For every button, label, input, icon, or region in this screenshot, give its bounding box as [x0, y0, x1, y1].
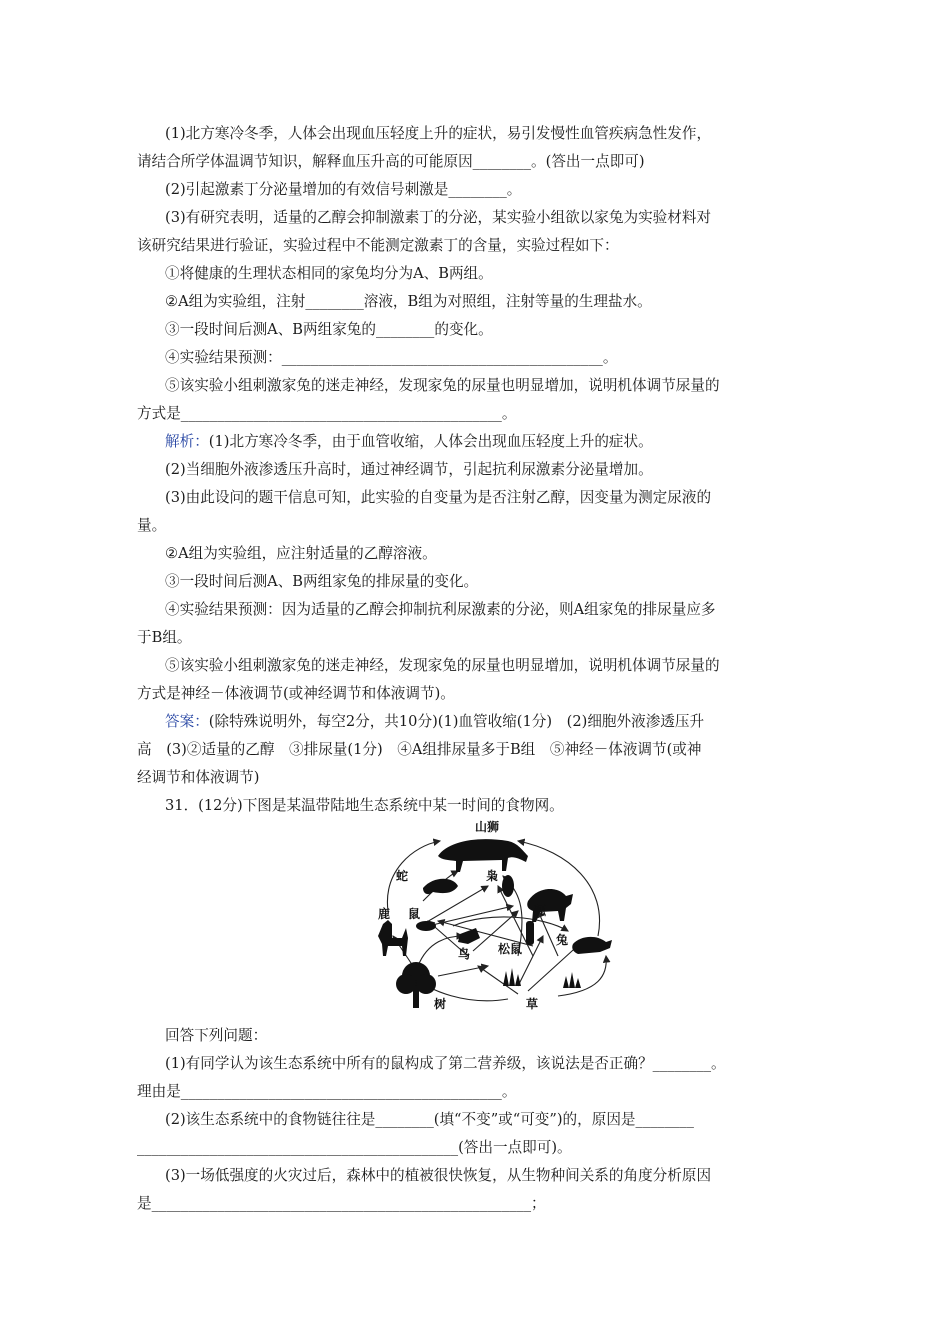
owl-icon: [502, 875, 514, 897]
mouse-icon: [416, 921, 436, 931]
q30-line-7: ②A组为实验组，注射________溶液，B组为对照组，注射等量的生理盐水。: [165, 293, 652, 310]
q30-line-1: (1)北方寒冷冬季，人体会出现血压轻度上升的症状，易引发慢性血管疾病急性发作，: [165, 125, 712, 142]
rabbit-icon: [572, 937, 612, 954]
snake-icon: [423, 879, 458, 894]
food-web-diagram: [368, 816, 620, 1014]
analysis-line-5: ②A组为实验组，应注射适量的乙醇溶液。: [165, 545, 437, 562]
label-rabbit: 兔: [556, 933, 569, 947]
label-snake: 蛇: [396, 869, 409, 883]
q31-line-3: 理由是____________________________________________。: [137, 1083, 517, 1100]
label-tree: 树: [434, 997, 447, 1011]
answer-line-3: 经调节和体液调节): [137, 769, 260, 786]
tree-icon: [396, 962, 436, 1008]
q30-line-8: ③一段时间后测A、B两组家兔的________的变化。: [165, 321, 493, 338]
squirrel-icon: [526, 921, 534, 945]
lion-icon: [438, 839, 528, 872]
q30-line-6: ①将健康的生理状态相同的家兔均分为A、B两组。: [165, 265, 493, 282]
analysis-line-2: (2)当细胞外液渗透压升高时，通过神经调节，引起抗利尿激素分泌量增加。: [165, 461, 653, 478]
analysis-label: 解析：: [165, 433, 209, 450]
answer-text-1: (除特殊说明外，每空2分，共10分)(1)血管收缩(1分) (2)细胞外液渗透压升: [208, 713, 705, 730]
analysis-line-10: 方式是神经－体液调节(或神经调节和体液调节)。: [137, 685, 455, 702]
q30-line-3: (2)引起激素丁分泌量增加的有效信号刺激是________。: [165, 181, 522, 198]
analysis-line-1: [165, 432, 653, 452]
deer-icon: [378, 920, 408, 956]
label-bird: 鸟: [458, 947, 471, 961]
answer-line-2: 高 (3)②适量的乙醇 ③排尿量(1分) ④A组排尿量多于B组 ⑤神经－体液调节(或神: [137, 741, 702, 758]
label-squirrel: 松鼠: [498, 942, 523, 956]
analysis-line-4: 量。: [137, 517, 167, 534]
analysis-line-8: 于B组。: [137, 629, 192, 646]
q31-line-5: ____________________________________________(答出一点即可)。: [137, 1139, 572, 1156]
q30-line-9: ④实验结果预测：____________________________________________。: [165, 349, 618, 366]
q30-line-10: ⑤该实验小组刺激家兔的迷走神经，发现家兔的尿量也明显增加，说明机体调节尿量的: [165, 377, 720, 394]
q31-line-2: (1)有同学认为该生态系统中所有的鼠构成了第二营养级，该说法是否正确？________。: [165, 1055, 726, 1072]
q30-line-5: 该研究结果进行验证，实验过程中不能测定激素丁的含量，实验过程如下：: [137, 237, 619, 254]
food-web-organisms: [378, 839, 612, 1008]
analysis-text-1: (1)北方寒冷冬季，由于血管收缩，人体会出现血压轻度上升的症状。: [208, 433, 653, 450]
analysis-line-9: ⑤该实验小组刺激家兔的迷走神经，发现家兔的尿量也明显增加，说明机体调节尿量的: [165, 657, 720, 674]
q31-line-4: (2)该生态系统中的食物链往往是________(填“不变”或“可变”)的，原因是________: [165, 1111, 694, 1128]
label-fox: 狐: [534, 904, 547, 918]
q31-line-6: (3)一场低强度的火灾过后，森林中的植被很快恢复，从生物种间关系的角度分析原因: [165, 1167, 712, 1184]
label-mouse: 鼠: [408, 907, 421, 921]
q31-line-7: 是____________________________________________________；: [137, 1195, 546, 1212]
analysis-line-3: (3)由此设问的题干信息可知，此实验的自变量为是否注射乙醇，因变量为测定尿液的: [165, 489, 712, 506]
answer-label: 答案：: [165, 713, 209, 730]
answer-line-1: [165, 712, 704, 732]
analysis-line-7: ④实验结果预测：因为适量的乙醇会抑制抗利尿激素的分泌，则A组家兔的排尿量应多: [165, 601, 716, 618]
q31-line-1: 回答下列问题：: [165, 1027, 268, 1044]
label-owl: 枭: [486, 869, 499, 883]
analysis-line-6: ③一段时间后测A、B两组家兔的排尿量的变化。: [165, 573, 479, 590]
q30-line-4: (3)有研究表明，适量的乙醇会抑制激素丁的分泌，某实验小组欲以家兔为实验材料对: [165, 209, 712, 226]
q30-line-11: 方式是____________________________________________。: [137, 405, 517, 422]
q31-heading: 31．(12分)下图是某温带陆地生态系统中某一时间的食物网。: [165, 797, 564, 814]
q30-line-2: 请结合所学体温调节知识，解释血压升高的可能原因________。(答出一点即可): [137, 153, 645, 170]
label-deer: 鹿: [378, 907, 391, 921]
bird-icon: [458, 928, 480, 944]
label-grass: 草: [526, 997, 539, 1011]
label-lion: 山狮: [475, 820, 500, 834]
